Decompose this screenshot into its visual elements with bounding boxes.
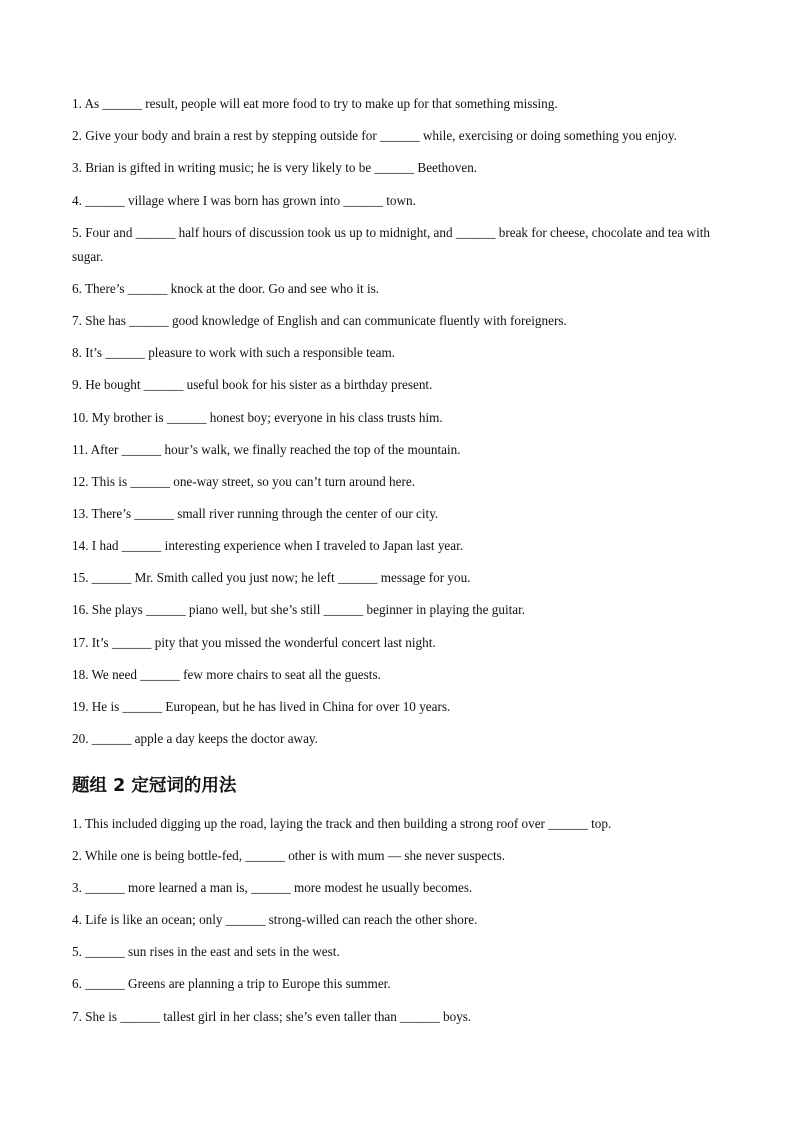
question-item: 20. ______ apple a day keeps the doctor away. [72,731,318,746]
question-item: 5. Four and ______ half hours of discussion took us up to midnight, and ______ break for cheese, chocolate and tea with sugar. [72,225,711,264]
question-item: 1. This included digging up the road, laying the track and then building a strong roof over ______ top. [72,816,612,831]
question-item: 3. ______ more learned a man is, ______ more modest he usually becomes. [72,880,473,895]
question-item: 17. It’s ______ pity that you missed the wonderful concert last night. [72,635,436,650]
question-item: 8. It’s ______ pleasure to work with such a responsible team. [72,345,396,360]
question-item: 2. Give your body and brain a rest by stepping outside for ______ while, exercising or doing something you enjoy. [72,128,677,143]
question-item: 2. While one is being bottle-fed, ______ other is with mum — she never suspects. [72,848,506,863]
question-item: 7. She has ______ good knowledge of English and can communicate fluently with foreigners. [72,313,567,328]
question-item: 3. Brian is gifted in writing music; he is very likely to be ______ Beethoven. [72,160,478,175]
question-item: 13. There’s ______ small river running through the center of our city. [72,506,439,521]
question-item: 15. ______ Mr. Smith called you just now; he left ______ message for you. [72,570,471,585]
section-heading: 题组 2 定冠词的用法 [72,776,237,796]
question-item: 6. There’s ______ knock at the door. Go and see who it is. [72,281,380,296]
question-item: 14. I had ______ interesting experience when I traveled to Japan last year. [72,538,464,553]
question-item: 10. My brother is ______ honest boy; everyone in his class trusts him. [72,410,443,425]
question-item: 11. After ______ hour’s walk, we finally reached the top of the mountain. [72,442,461,457]
question-item: 18. We need ______ few more chairs to seat all the guests. [72,667,381,682]
question-item: 19. He is ______ European, but he has lived in China for over 10 years. [72,699,451,714]
question-item: 4. Life is like an ocean; only ______ strong-willed can reach the other shore. [72,912,478,927]
question-item: 7. She is ______ tallest girl in her class; she’s even taller than ______ boys. [72,1009,472,1024]
question-item: 6. ______ Greens are planning a trip to Europe this summer. [72,976,391,991]
question-item: 16. She plays ______ piano well, but she’s still ______ beginner in playing the guitar. [72,602,526,617]
question-item: 9. He bought ______ useful book for his sister as a birthday present. [72,377,433,392]
question-item: 4. ______ village where I was born has grown into ______ town. [72,193,416,208]
question-item: 5. ______ sun rises in the east and sets in the west. [72,944,340,959]
question-item: 1. As ______ result, people will eat more food to try to make up for that something missing. [72,96,558,111]
question-item: 12. This is ______ one-way street, so you can’t turn around here. [72,474,416,489]
